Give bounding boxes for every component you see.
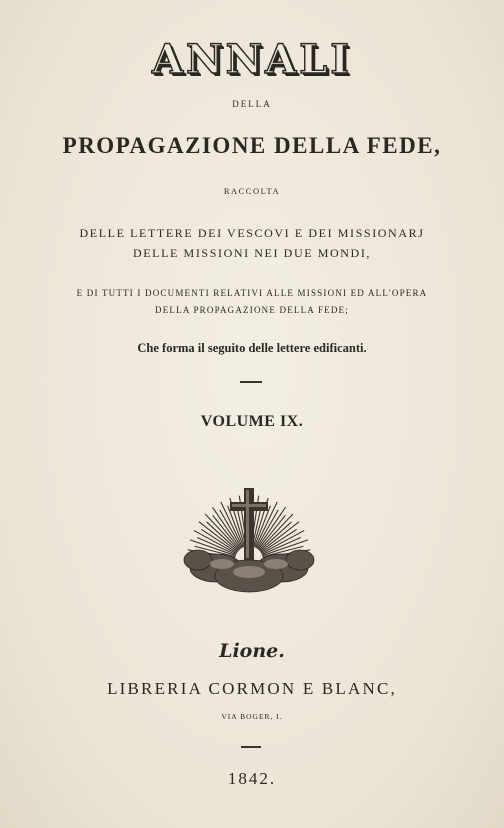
address: VIA BOGER, I. — [221, 712, 283, 721]
publisher: LIBRERIA CORMON E BLANC, — [107, 679, 397, 698]
divider-rule-bottom — [241, 746, 261, 748]
lettere-line-2: DELLE MISSIONI NEI DUE MONDI, — [132, 246, 372, 260]
documenti-line-1: E DI TUTTI I DOCUMENTI RELATIVI ALLE MISSIONI ED ALL'OPERA — [76, 288, 428, 298]
sunburst-ray — [259, 514, 293, 550]
main-title: ANNALI — [151, 36, 353, 83]
raccolta-label: RACCOLTA — [223, 186, 281, 196]
divider-rule-top — [240, 381, 262, 383]
year: 1842. — [227, 769, 277, 788]
subtitle: PROPAGAZIONE DELLA FEDE, — [62, 133, 442, 158]
volume-label: VOLUME IX. — [200, 413, 304, 430]
lettere-line-1: DELLE LETTERE DEI VESCOVI E DEI MISSIONARJ — [79, 226, 425, 240]
cross-sunburst-clouds-icon — [178, 468, 320, 598]
sunburst-ray — [205, 514, 239, 550]
documenti-line-2: DELLA PROPAGAZIONE DELLA FEDE; — [155, 305, 349, 315]
della-label: DELLA — [232, 99, 272, 109]
city: Lione. — [219, 640, 285, 662]
che-forma-line: Che forma il seguito delle lettere edificanti. — [137, 341, 367, 355]
